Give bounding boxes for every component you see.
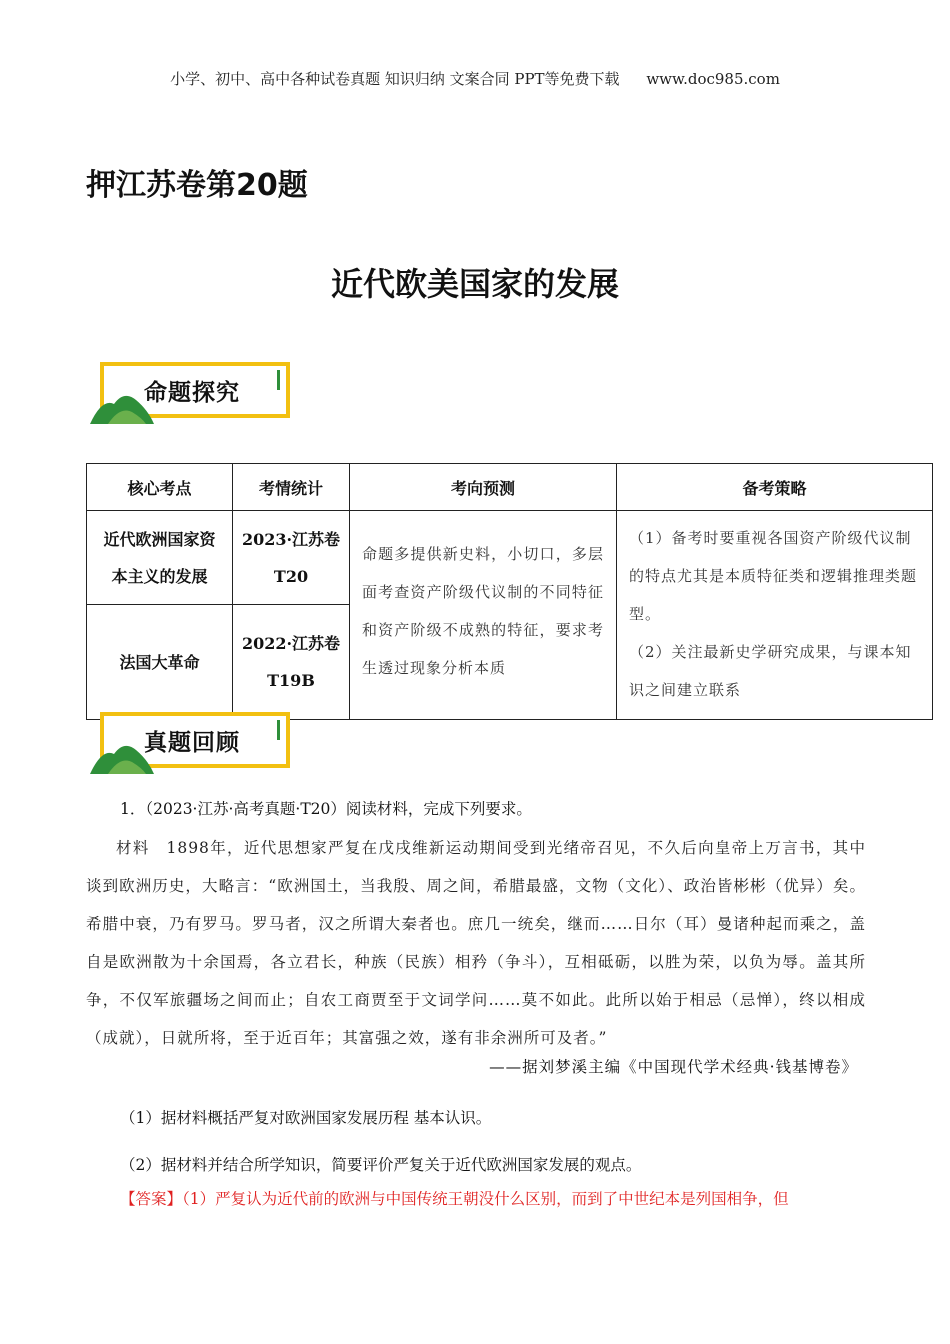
core-topic-cell xyxy=(87,511,233,605)
strategy-cell xyxy=(617,511,933,720)
page-header xyxy=(0,68,950,89)
answer-text: （1）严复认为近代前的欧洲与中国传统王朝没什么区别，而到了中世纪本是列国相争，但 xyxy=(182,1190,789,1208)
stat-line: T19B xyxy=(267,671,315,691)
stat-line: 2023·江苏卷 xyxy=(241,529,341,549)
header-url[interactable]: www.doc985.com xyxy=(646,70,780,88)
question-intro: 1．（2023·江苏·高考真题·T20）阅读材料，完成下列要求。 xyxy=(120,800,532,818)
answer-label: 【答案】 xyxy=(120,1190,183,1208)
core-topic-line: 近代欧洲国家资 xyxy=(103,529,216,549)
trend-cell: 命题多提供新史料，小切口，多层面考查资产阶级代议制的不同特征和资产阶级不成熟的特征，要求考生透过现象分析本质 xyxy=(350,511,617,720)
answer xyxy=(120,1187,870,1209)
core-topic-cell xyxy=(87,605,233,720)
section-badge-proposition xyxy=(88,360,298,430)
stat-line: T20 xyxy=(273,566,309,586)
table-row xyxy=(87,511,933,605)
material-source: ——据刘梦溪主编《中国现代学术经典·钱基博卷》 xyxy=(489,1058,858,1076)
exam-info-table xyxy=(86,463,933,720)
stat-cell xyxy=(233,605,350,720)
sub-question-1: （1）据材料概括严复对欧洲国家发展历程 基本认识。 xyxy=(120,1109,492,1127)
table-header: 考向预测 xyxy=(350,464,617,511)
question-material: 材料 1898年，近代思想家严复在戊戌维新运动期间受到光绪帝召见，不久后向皇帝上万言书，其中谈到欧洲历史，大略言：“欧洲国土，当我殷、周之间，希腊最盛，文物（文化）、政治皆彬彬（优异）矣。希腊中衰，乃有罗马。罗马者，汉之所谓大秦者也。庶几一统矣，继而……日尔（耳）曼诸种起而乘之，盖自是欧洲散为十余国焉，各立君长，种族（民族）相矜（争斗），互相砥砺，以胜为荣，以负为辱。盖其所争，不仅军旅疆场之间而止；自农工商贾至于文词学问……莫不如此。此所以始于相忌（忌惮），终以相成（成就），日就所将，至于近百年；其富强之效，遂有非余洲所可及者。” xyxy=(86,839,866,1047)
badge-label: 真题回顾 xyxy=(144,730,240,756)
table-header: 备考策略 xyxy=(617,464,933,511)
badge-tick xyxy=(277,370,280,390)
badge-tick xyxy=(277,720,280,740)
main-title: 押江苏卷第20题 xyxy=(86,168,308,203)
table-header: 核心考点 xyxy=(87,464,233,511)
core-topic-line: 法国大革命 xyxy=(119,652,200,672)
strategy-item: （2）关注最新史学研究成果，与课本知识之间建立联系 xyxy=(629,643,912,699)
sub-title: 近代欧美国家的发展 xyxy=(330,265,619,303)
stat-cell xyxy=(233,511,350,605)
core-topic-line: 本主义的发展 xyxy=(111,566,208,586)
badge-label: 命题探究 xyxy=(144,380,240,406)
sub-question-2: （2）据材料并结合所学知识，简要评价严复关于近代欧洲国家发展的观点。 xyxy=(120,1156,642,1174)
table-header: 考情统计 xyxy=(233,464,350,511)
header-text: 小学、初中、高中各种试卷真题 知识归纳 文案合同 PPT等免费下载 xyxy=(170,70,620,88)
stat-line: 2022·江苏卷 xyxy=(241,634,341,654)
table-header-row xyxy=(87,464,933,511)
strategy-item: （1）备考时要重视各国资产阶级代议制的特点尤其是本质特征类和逻辑推理类题型。 xyxy=(629,529,918,623)
section-badge-review xyxy=(88,710,298,780)
